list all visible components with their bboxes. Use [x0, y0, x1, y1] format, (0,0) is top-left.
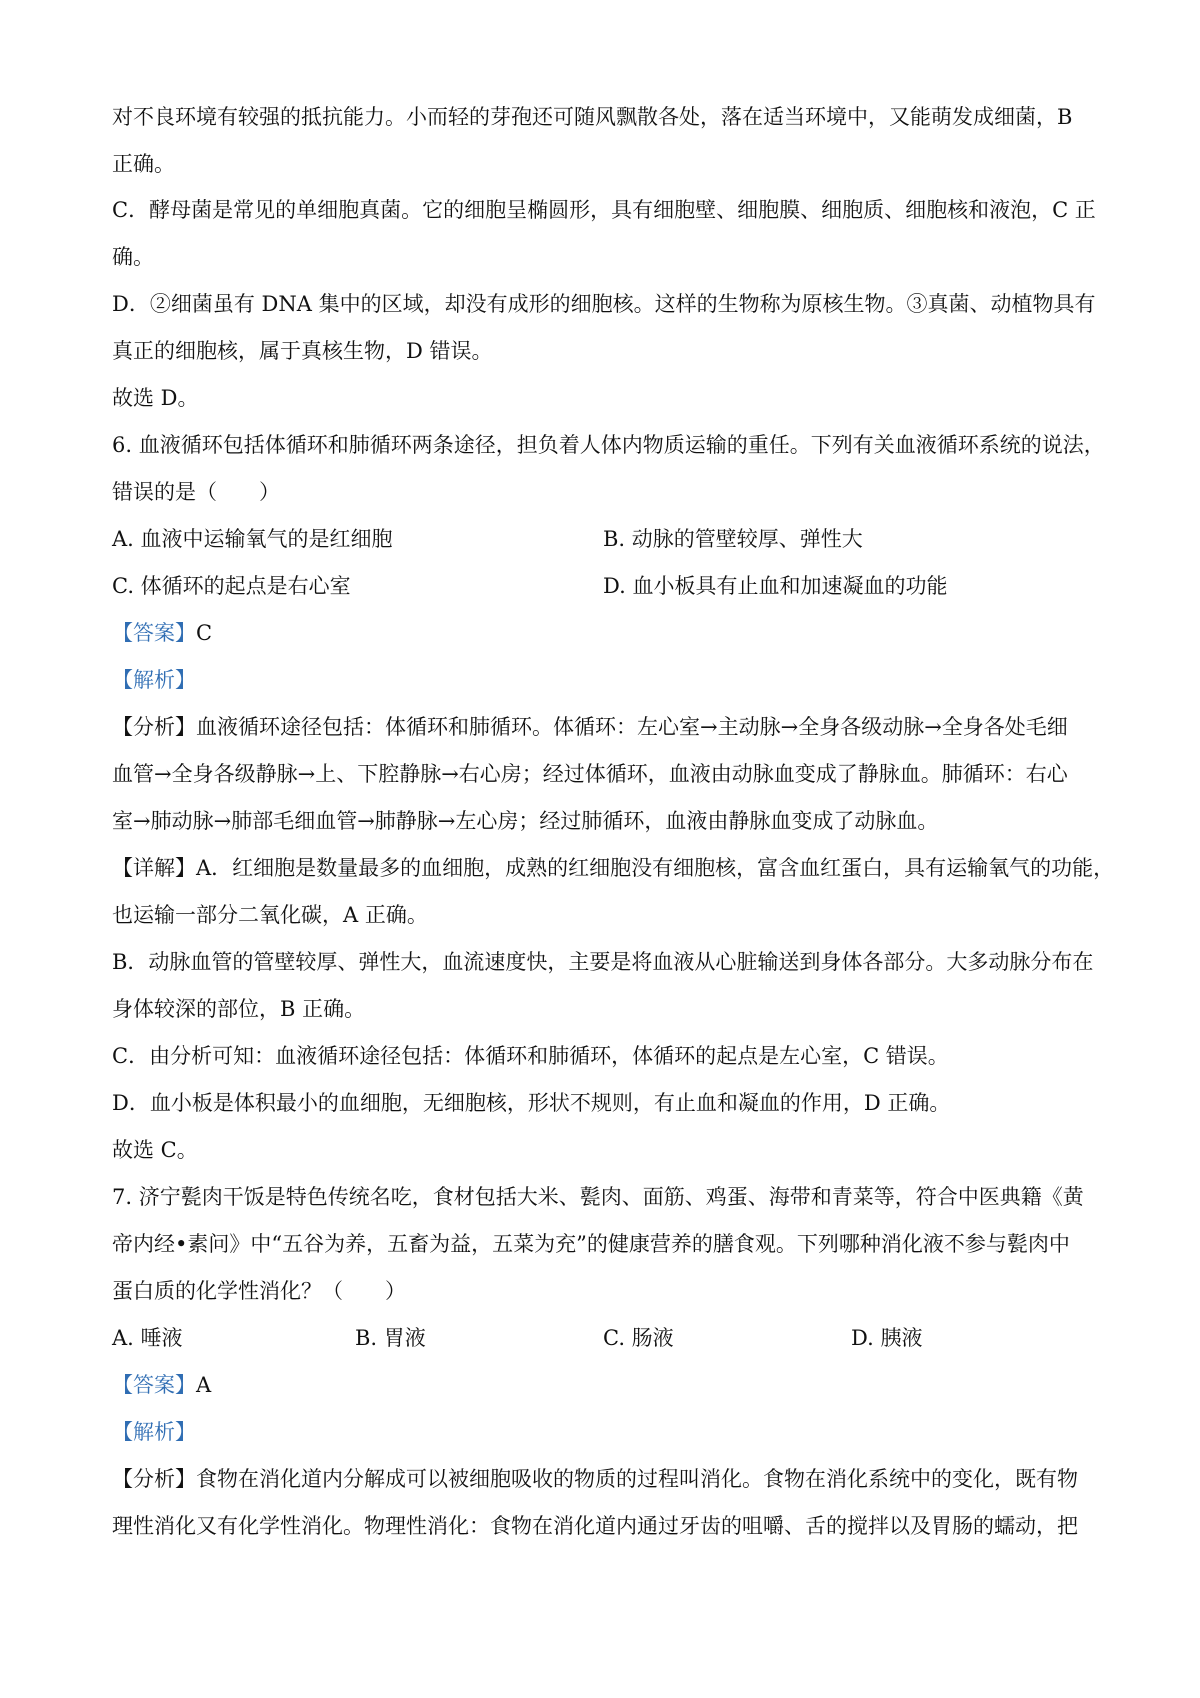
q7-stem-line3: 蛋白质的化学性消化？（ ）	[112, 1279, 406, 1303]
q5-c-explanation-line2: 确。	[112, 245, 154, 269]
answer-value: C	[196, 621, 213, 645]
q6-analysis-line2: 血管→全身各级静脉→上、下腔静脉→右心房；经过体循环，血液由动脉血变成了静脉血。肺循环：右心	[112, 762, 1068, 786]
q6-detail-a-line2: 也运输一部分二氧化碳，A 正确。	[112, 903, 428, 927]
q6-stem-line2: 错误的是（ ）	[112, 480, 280, 504]
analysis-tag: 【分析】	[112, 1467, 196, 1491]
q7-option-b: B. 胃液	[355, 1326, 426, 1350]
q6-detail-d: D．血小板是体积最小的血细胞，无细胞核，形状不规则，有止血和凝血的作用，D 正确。	[112, 1091, 951, 1115]
q7-stem-line2: 帝内经•素问》中“五谷为养，五畜为益，五菜为充”的健康营养的膳食观。下列哪种消化液不参与甏肉中	[112, 1232, 1070, 1256]
answer-tag: 【答案】	[112, 621, 196, 645]
q6-answer	[112, 619, 212, 647]
q6-analysis-line1	[112, 713, 1068, 741]
jiexi-tag: 【解析】	[112, 1420, 196, 1444]
analysis-text: 食物在消化道内分解成可以被细胞吸收的物质的过程叫消化。食物在消化系统中的变化，既有物	[196, 1467, 1078, 1491]
q7-option-d: D. 胰液	[851, 1326, 923, 1350]
analysis-text: 血液循环途径包括：体循环和肺循环。体循环：左心室→主动脉→全身各级动脉→全身各处毛细	[196, 715, 1068, 739]
q7-jiexi	[112, 1418, 196, 1446]
q5-c-explanation-line1: C．酵母菌是常见的单细胞真菌。它的细胞呈椭圆形，具有细胞壁、细胞膜、细胞质、细胞核和液泡，C 正	[112, 198, 1096, 222]
q6-jiexi	[112, 666, 196, 694]
jiexi-tag: 【解析】	[112, 668, 196, 692]
q5-d-explanation-line1: D．②细菌虽有 DNA 集中的区域，却没有成形的细胞核。这样的生物称为原核生物。③真菌、动植物具有	[112, 292, 1096, 316]
q6-detail-c: C．由分析可知：血液循环途径包括：体循环和肺循环，体循环的起点是左心室，C 错误。	[112, 1044, 949, 1068]
q7-option-c: C. 肠液	[603, 1326, 674, 1350]
q5-choose: 故选 D。	[112, 386, 199, 410]
q7-stem-line1: 7. 济宁甏肉干饭是特色传统名吃，食材包括大米、甏肉、面筋、鸡蛋、海带和青菜等，符合中医典籍《黄	[112, 1185, 1084, 1209]
q6-detail-a-line1	[112, 854, 1114, 882]
q6-option-d: D. 血小板具有止血和加速凝血的功能	[603, 574, 948, 598]
q7-option-a: A. 唾液	[112, 1326, 183, 1350]
q6-choose: 故选 C。	[112, 1138, 198, 1162]
detail-tag: 【详解】	[112, 856, 196, 880]
q6-detail-b-line2: 身体较深的部位，B 正确。	[112, 997, 366, 1021]
q5-d-explanation-line2: 真正的细胞核，属于真核生物，D 错误。	[112, 339, 493, 363]
q5-b-explanation-line2: 正确。	[112, 152, 175, 176]
q6-option-b: B. 动脉的管壁较厚、弹性大	[603, 527, 863, 551]
q6-detail-b-line1: B．动脉血管的管壁较厚、弹性大，血流速度快，主要是将血液从心脏输送到身体各部分。大多动脉分布在	[112, 950, 1094, 974]
q7-analysis-line2: 理性消化又有化学性消化。物理性消化：食物在消化道内通过牙齿的咀嚼、舌的搅拌以及胃肠的蠕动，把	[112, 1514, 1078, 1538]
q6-stem-line1: 6. 血液循环包括体循环和肺循环两条途径，担负着人体内物质运输的重任。下列有关血液循环系统的说法，	[112, 433, 1105, 457]
answer-value: A	[196, 1373, 212, 1397]
q6-analysis-line3: 室→肺动脉→肺部毛细血管→肺静脉→左心房；经过肺循环，血液由静脉血变成了动脉血。	[112, 809, 939, 833]
q7-analysis-line1	[112, 1465, 1078, 1493]
q5-b-explanation-line1: 对不良环境有较强的抵抗能力。小而轻的芽孢还可随风飘散各处，落在适当环境中，又能萌发成细菌，B	[112, 105, 1073, 129]
q6-option-a: A. 血液中运输氧气的是红细胞	[112, 527, 393, 551]
q6-option-c: C. 体循环的起点是右心室	[112, 574, 351, 598]
detail-a-text: A．红细胞是数量最多的血细胞，成熟的红细胞没有细胞核，富含血红蛋白，具有运输氧气的功能，	[196, 856, 1115, 880]
q7-answer	[112, 1371, 211, 1399]
answer-tag: 【答案】	[112, 1373, 196, 1397]
analysis-tag: 【分析】	[112, 715, 196, 739]
